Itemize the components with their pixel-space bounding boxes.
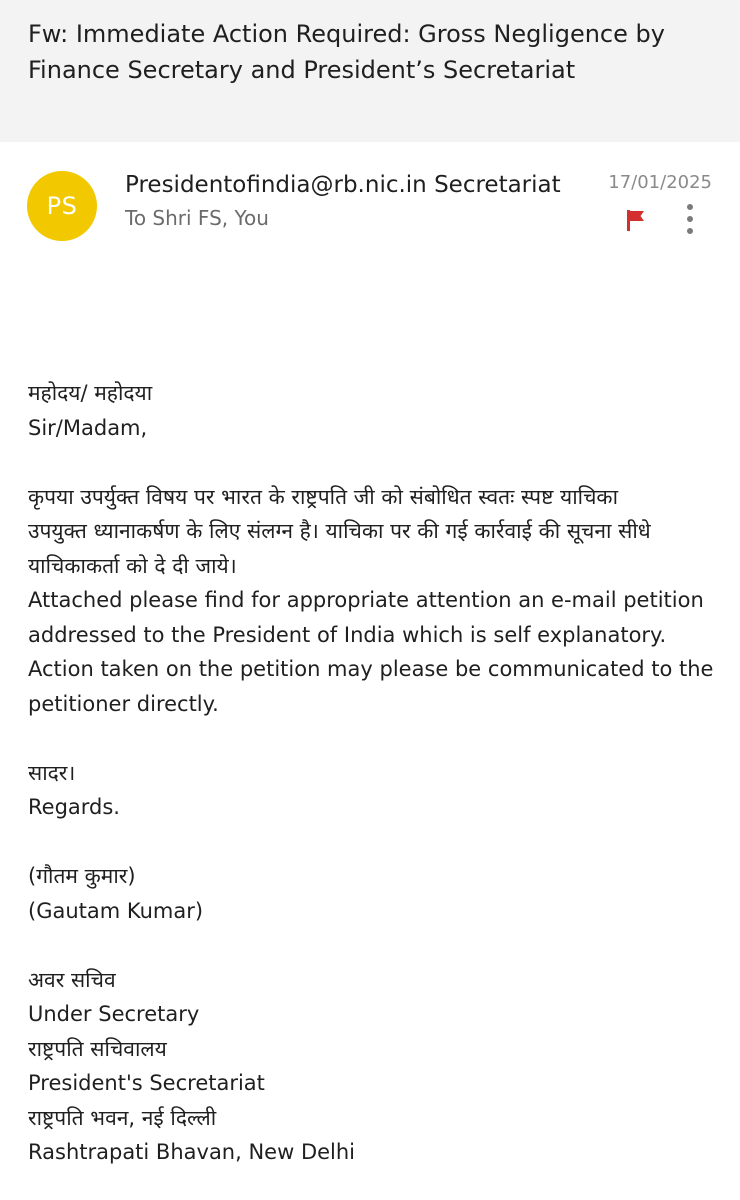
paragraph-hindi-line: उपयुक्त ध्यानाकर्षण के लिए संलग्न है। याचिका पर की गई कार्रवाई की सूचना सीधे [28, 519, 651, 543]
signatory-name-english: (Gautam Kumar) [28, 898, 204, 923]
paragraph-hindi-line: कृपया उपर्युक्त विषय पर भारत के राष्ट्रपति जी को संबोधित स्वतः स्पष्ट याचिका [28, 484, 619, 509]
salutation-english: Sir/Madam, [28, 415, 148, 440]
place-hindi: राष्ट्रपति भवन, नई दिल्ली [28, 1105, 217, 1130]
designation-english: Under Secretary [28, 1002, 200, 1026]
regards-hindi: सादर। [28, 760, 76, 785]
paragraph-english-line: petitioner directly. [28, 691, 219, 716]
email-subject: Fw: Immediate Action Required: Gross Negligence by Finance Secretary and President’s Secretariat [28, 20, 665, 84]
email-body [28, 376, 718, 1170]
sender-avatar[interactable]: PS [27, 171, 97, 241]
salutation-hindi: महोदय/ महोदया [28, 381, 153, 405]
office-hindi: राष्ट्रपति सचिवालय [28, 1036, 167, 1061]
paragraph-english-line: Attached please find for appropriate attention an e-mail petition [28, 588, 704, 612]
place-english: Rashtrapati Bhavan, New Delhi [28, 1140, 356, 1164]
subject-bar [0, 0, 740, 142]
recipients-line[interactable]: To Shri FS, You [125, 206, 269, 230]
regards-english: Regards. [28, 795, 120, 819]
more-vert-icon[interactable] [678, 202, 702, 236]
paragraph-english-line: addressed to the President of India which is self explanatory. [28, 622, 667, 647]
email-date: 17/01/2025 [608, 172, 712, 193]
sender-address[interactable]: Presidentofindia@rb.nic.in Secretariat [125, 172, 561, 198]
paragraph-english-line: Action taken on the petition may please be communicated to the [28, 657, 714, 681]
office-english: President's Secretariat [28, 1071, 265, 1095]
email-header [0, 142, 740, 262]
flag-icon[interactable] [624, 208, 648, 232]
paragraph-hindi-line: याचिकाकर्ता को दे दी जाये। [28, 553, 237, 578]
designation-hindi: अवर सचिव [28, 967, 116, 992]
signatory-name-hindi: (गौतम कुमार) [28, 864, 136, 888]
